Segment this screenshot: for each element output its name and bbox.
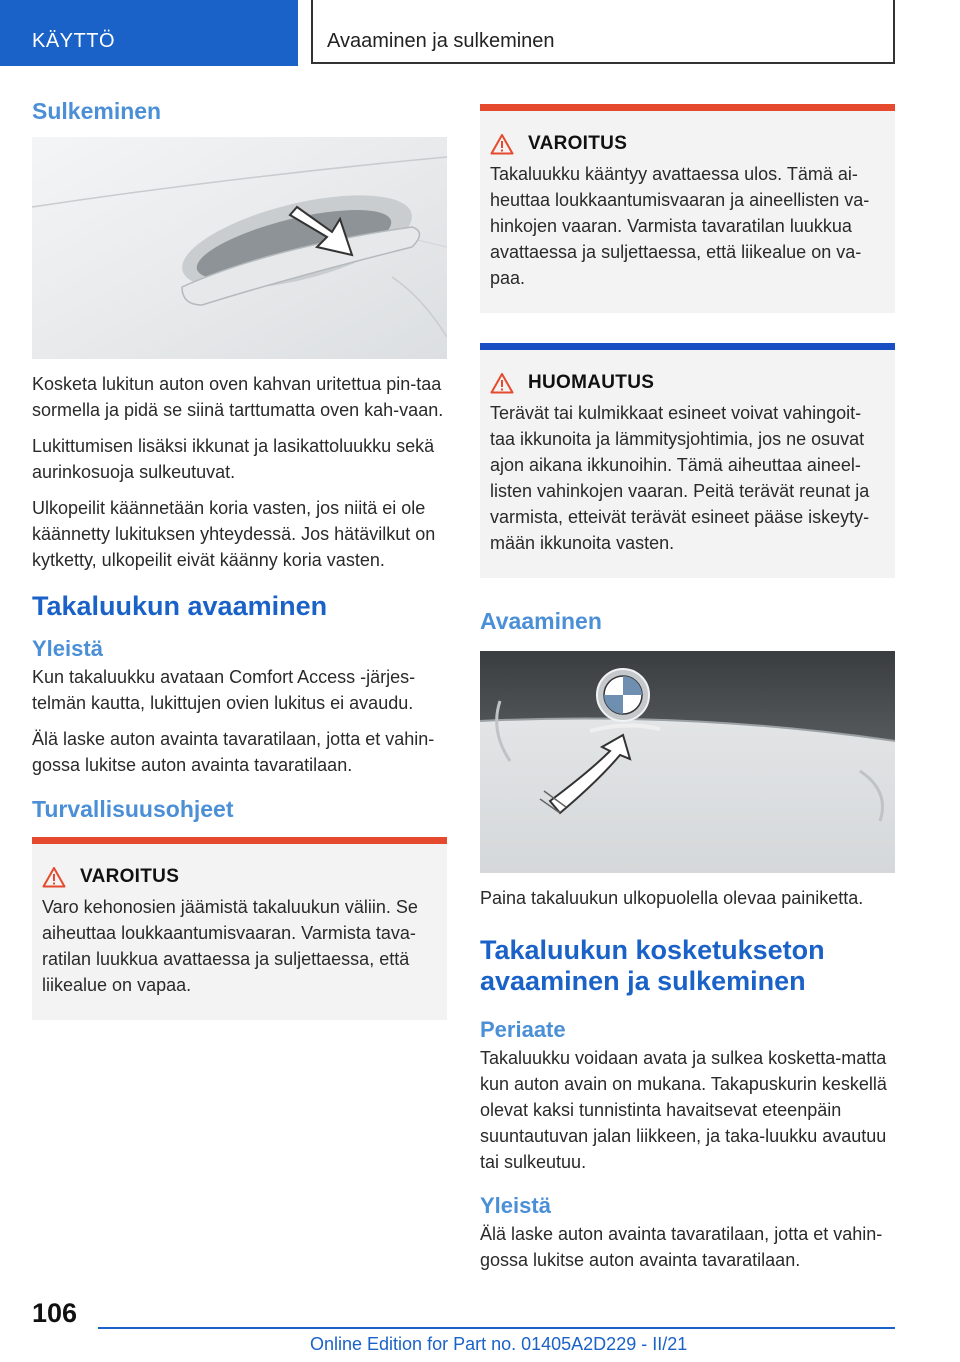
notice-title-row: [490, 372, 881, 394]
closing-heading: Sulkeminen: [32, 98, 162, 124]
left-column: [32, 98, 447, 1050]
general-paragraph-1: Kun takaluukku avataan Comfort Access -järjes-telmän kautta, lukittujen ovien lukitus ei avaudu.: [32, 667, 416, 713]
notice-text: Terävät tai kulmikkaat esineet voivat vahingoit-taa ikkunoita ja lämmitysjohtimia, jos ne osuvat ajon aikana ikkunoihin. Tämä aiheuttaa aineel-listen vahinkojen vaaran. Peitä terävät reunat ja varmista, etteivät terävät esineet pääse iskeyty-mään ikkunoita vasten.: [490, 403, 870, 553]
principle-paragraph-1: Takaluukku voidaan avata ja sulkea kosketta-matta kun auton avain on mukana. Takapuskurin keskellä olevat kaksi tunnistinta havaitsevat eteenpäin suuntautuvan jalan liikkeen, ja taka-luukku avautuu tai sulkeutuu.: [480, 1048, 887, 1172]
door-handle-illustration: [32, 137, 447, 359]
tailgate-button-illustration: [480, 651, 895, 873]
warning-2-title: VAROITUS: [528, 133, 628, 154]
general-2-heading: Yleistä: [480, 1193, 551, 1218]
general-paragraph-2: Älä laske auton avainta tavaratilaan, jotta et vahin-gossa lukitse auton avainta tavaratilaan.: [32, 729, 435, 775]
safety-heading: Turvallisuusohjeet: [32, 796, 234, 822]
general-2-paragraph-1: Älä laske auton avainta tavaratilaan, jotta et vahin-gossa lukitse auton avainta tavaratilaan.: [480, 1224, 883, 1270]
warning-box-1: [32, 837, 447, 1020]
notice-title: HUOMAUTUS: [528, 372, 655, 393]
warning-triangle-icon: [490, 133, 514, 155]
warning-2-title-row: [490, 133, 881, 155]
closing-paragraph-3: Ulkopeilit käännetään koria vasten, jos niitä ei ole käännetty lukituksen yhteydessä. Jos hätävilkut on kytketty, ulkopeilit eivät käänny koria vasten.: [32, 498, 436, 570]
warning-1-text: Varo kehonosien jäämistä takaluukun väliin. Se aiheuttaa loukkaantumisvaaran. Varmista tava-ratilan luukkua avattaessa ja suljettaessa, että liikealue on vapaa.: [42, 897, 418, 995]
right-column: [480, 104, 895, 1283]
closing-paragraph-1: Kosketa lukitun auton oven kahvan uritettua pin-taa sormella ja pidä se siinä tarttumatta oven kah-vaan.: [32, 374, 444, 420]
notice-box: [480, 343, 895, 578]
warning-1-title-row: [42, 866, 433, 888]
warning-triangle-icon: [42, 866, 66, 888]
tailgate-opening-heading: Takaluukun avaaminen: [32, 591, 328, 621]
section-tab: KÄYTTÖ: [0, 0, 298, 66]
page-number: 106: [32, 1298, 78, 1328]
principle-heading: Periaate: [480, 1017, 566, 1042]
tailgate-button-image: [480, 651, 895, 873]
warning-1-title: VAROITUS: [80, 866, 180, 887]
footer-divider: [98, 1327, 895, 1329]
page-header: [0, 0, 960, 66]
notice-triangle-icon: [490, 372, 514, 394]
general-heading: Yleistä: [32, 636, 103, 661]
opening-heading: Avaaminen: [480, 608, 602, 634]
door-handle-image: [32, 137, 447, 359]
opening-paragraph-1: Paina takaluukun ulkopuolella olevaa painiketta.: [480, 888, 864, 908]
closing-paragraph-2: Lukittumisen lisäksi ikkunat ja lasikattoluukku sekä aurinkosuoja sulkeutuvat.: [32, 436, 435, 482]
warning-2-text: Takaluukku kääntyy avattaessa ulos. Tämä ai-heuttaa loukkaantumisvaaran ja aineellisten va-hinkojen vaaran. Varmista tavaratilan luukkua avattaessa ja suljettaessa, että liikealue on va-paa.: [490, 164, 870, 288]
chapter-title: Avaaminen ja sulkeminen: [311, 0, 895, 64]
warning-box-2: [480, 104, 895, 313]
touchless-heading: Takaluukun kosketukseton avaaminen ja sulkeminen: [480, 935, 825, 996]
footer-edition: Online Edition for Part no. 01405A2D229 - II/21: [310, 1334, 688, 1354]
